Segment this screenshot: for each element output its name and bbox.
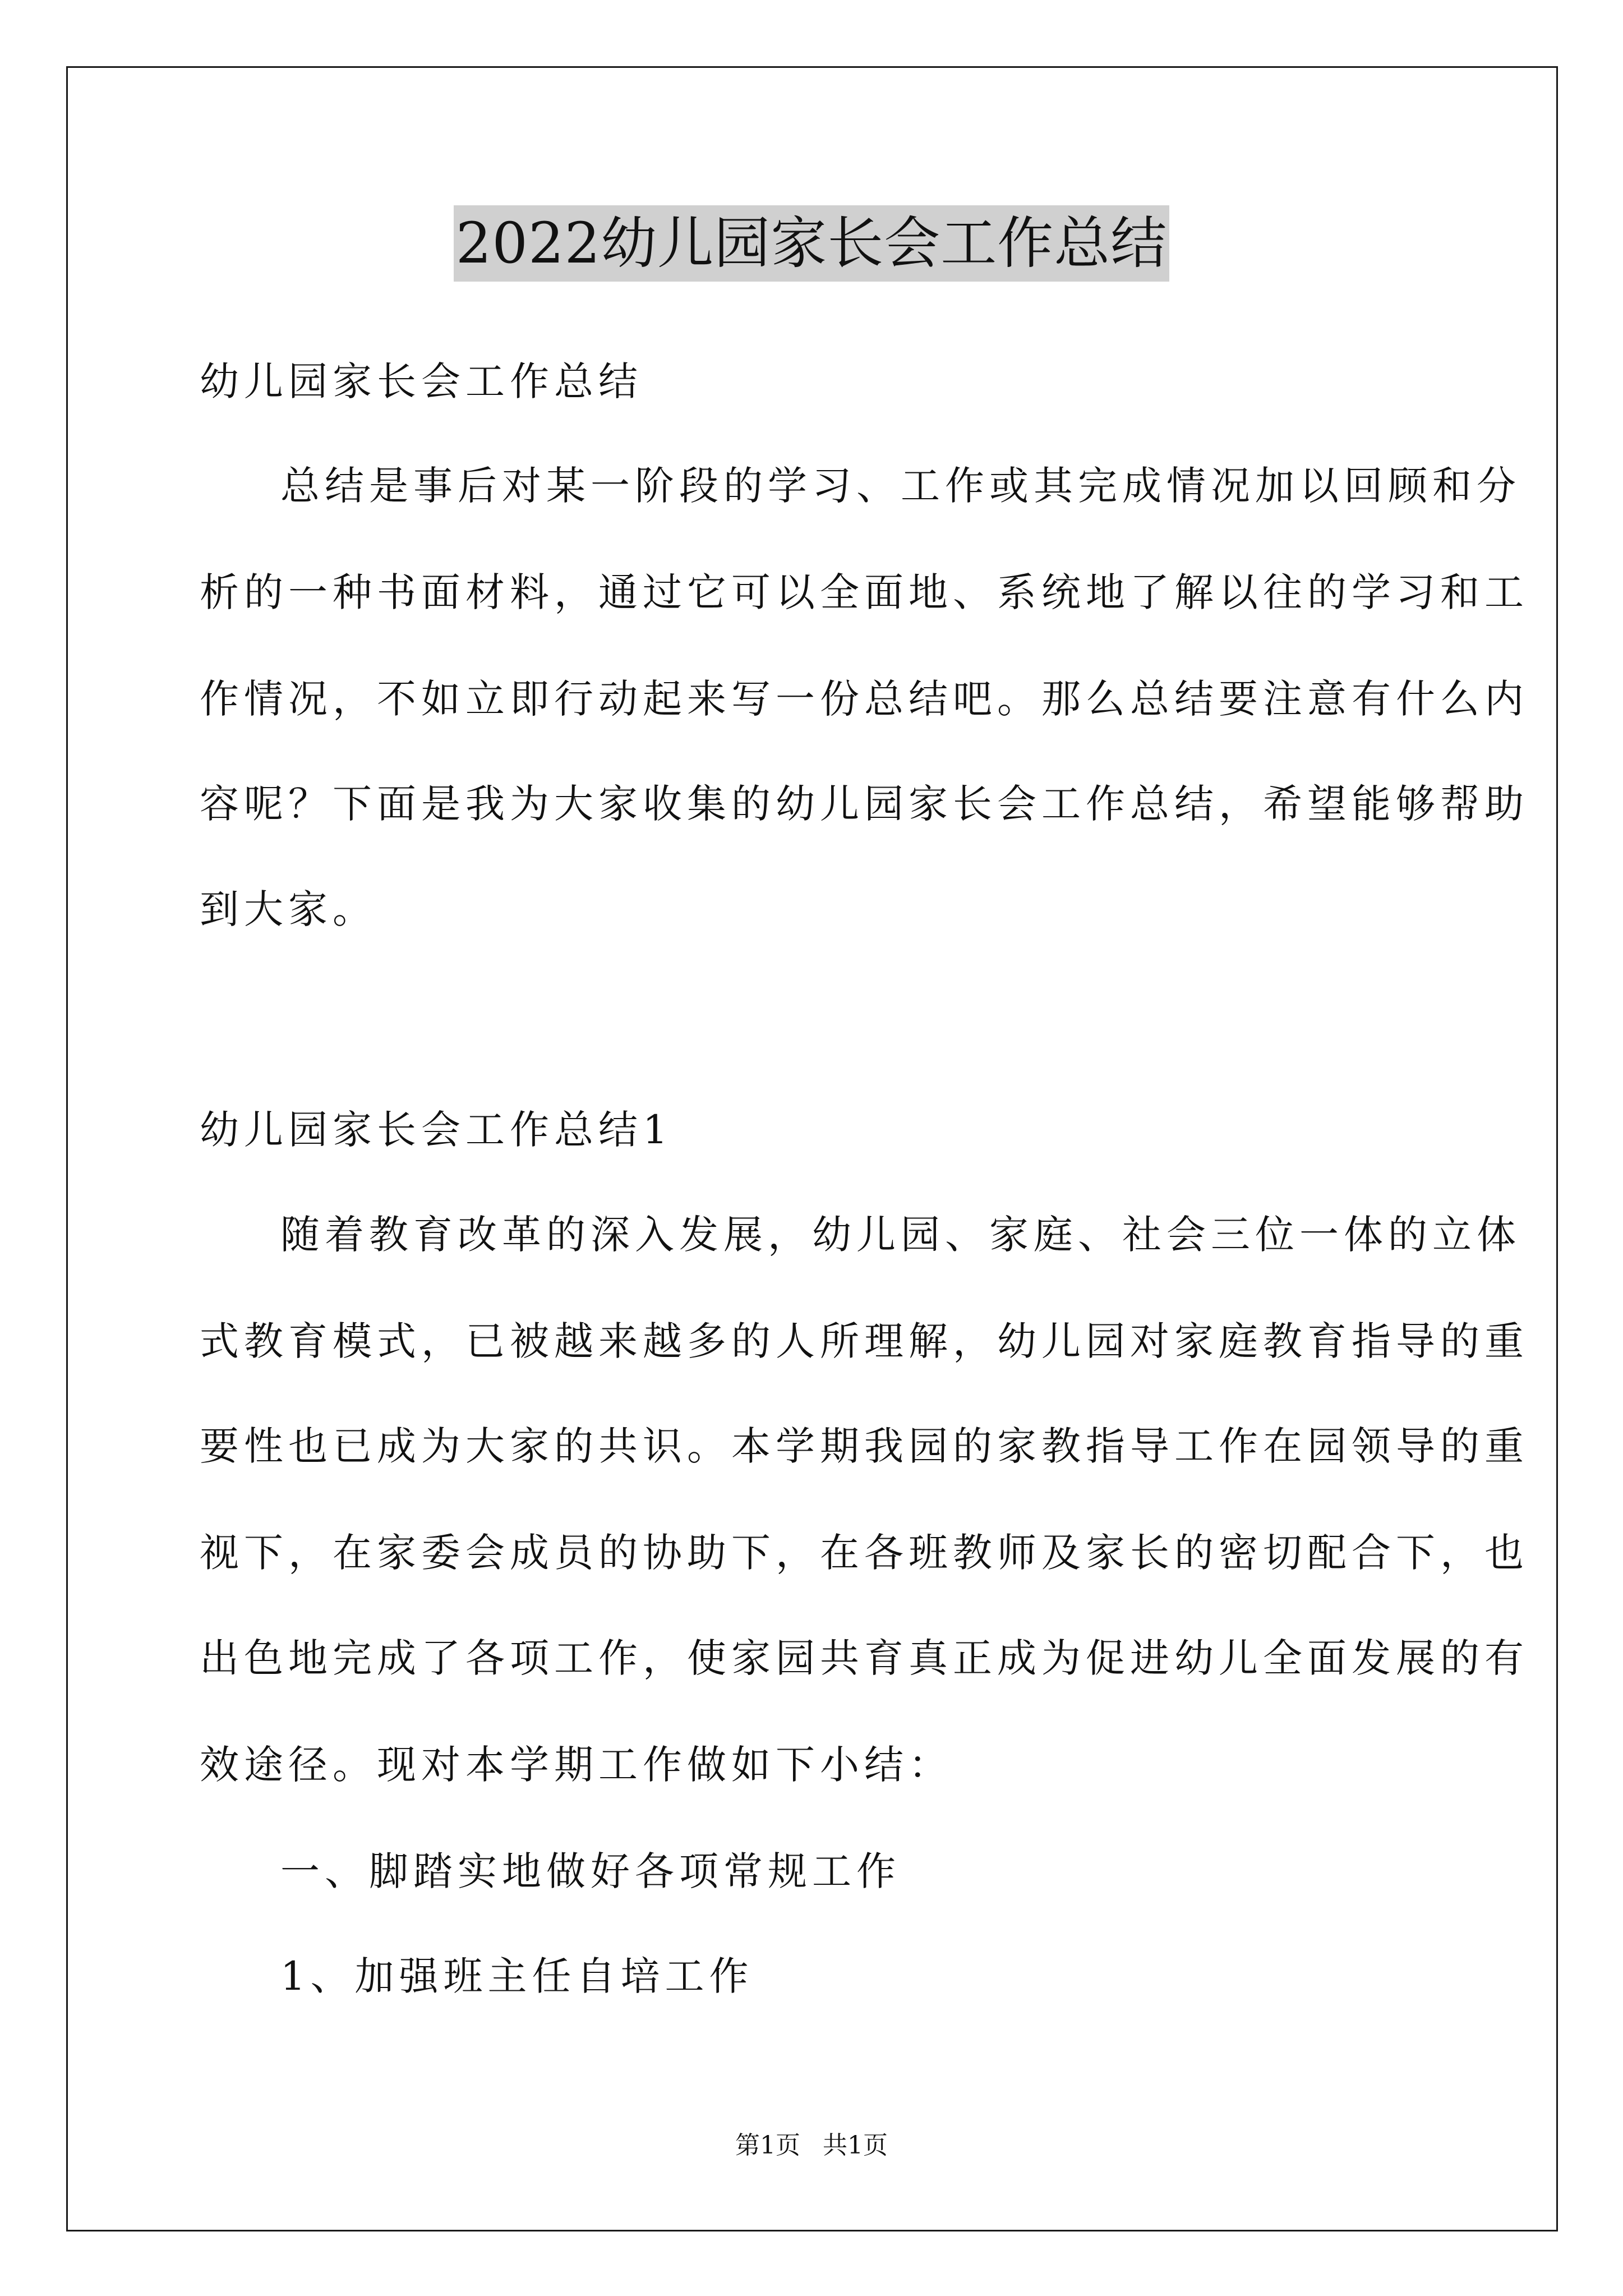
paragraph-line: 出色地完成了各项工作，使家园共育真正成为促进幼儿全面发展的有	[200, 1635, 1529, 1681]
title-container	[0, 205, 1623, 282]
page-number-current: 第1页	[735, 2131, 800, 2160]
subtitle-line: 幼儿园家长会工作总结	[200, 358, 643, 404]
paragraph-line: 要性也已成为大家的共识。本学期我园的家教指导工作在园领导的重	[200, 1423, 1529, 1469]
paragraph-line: 随着教育改革的深入发展，幼儿园、家庭、社会三位一体的立体	[280, 1212, 1521, 1258]
section-heading: 幼儿园家长会工作总结1	[200, 1107, 673, 1153]
paragraph-line: 容呢？下面是我为大家收集的幼儿园家长会工作总结，希望能够帮助	[200, 781, 1529, 827]
paragraph-line: 到大家。	[200, 886, 377, 932]
subheading-line: 一、脚踏实地做好各项常规工作	[280, 1848, 901, 1894]
paragraph-line: 析的一种书面材料，通过它可以全面地、系统地了解以往的学习和工	[200, 569, 1529, 615]
subheading-line: 1、加强班主任自培工作	[280, 1953, 754, 1999]
document-title: 2022幼儿园家长会工作总结	[454, 205, 1170, 282]
page-number-total: 共1页	[823, 2131, 888, 2160]
paragraph-line: 作情况，不如立即行动起来写一份总结吧。那么总结要注意有什么内	[200, 676, 1529, 722]
paragraph-line: 总结是事后对某一阶段的学习、工作或其完成情况加以回顾和分	[280, 463, 1521, 509]
paragraph-line: 式教育模式，已被越来越多的人所理解，幼儿园对家庭教育指导的重	[200, 1318, 1529, 1364]
paragraph-line: 效途径。现对本学期工作做如下小结：	[200, 1742, 953, 1788]
page-footer	[0, 2129, 1623, 2162]
paragraph-line: 视下，在家委会成员的协助下，在各班教师及家长的密切配合下，也	[200, 1530, 1529, 1576]
